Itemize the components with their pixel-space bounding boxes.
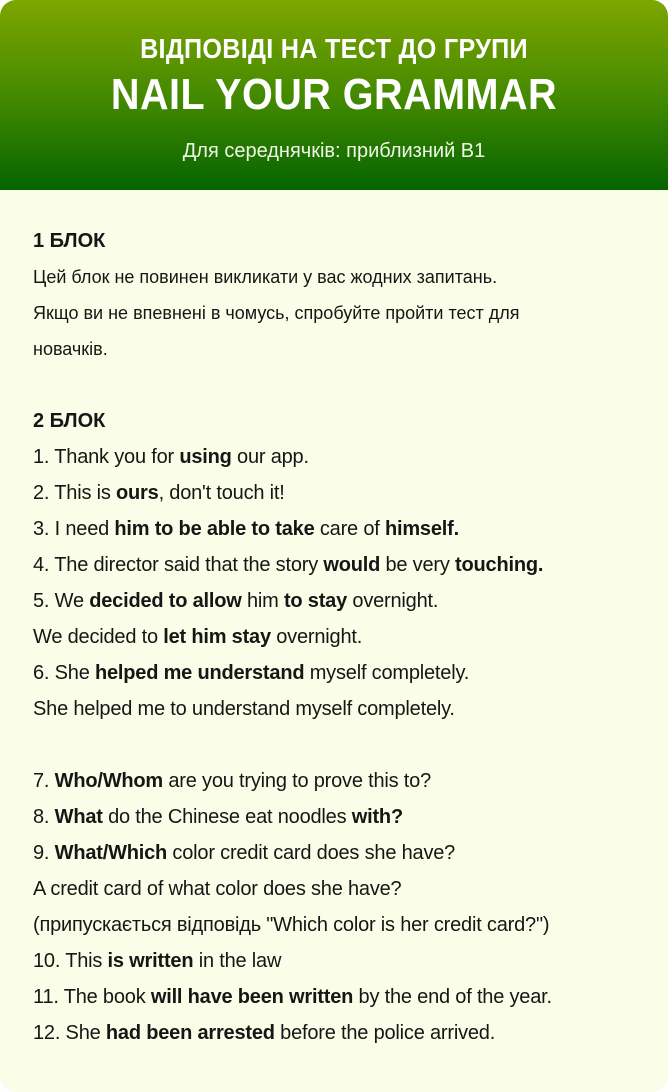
answer-11: 11. The book will have been written by the end of the year. bbox=[33, 986, 552, 1008]
subtitle: Для середнячків: приблизний B1 bbox=[182, 140, 486, 162]
answer-12: 12. She had been arrested before the police arrived. bbox=[33, 1022, 496, 1044]
block-1-text-line-1: Цей блок не повинен викликати у вас жодних запитань. bbox=[33, 267, 498, 287]
answer-7: 7. Who/Whom are you trying to prove this to? bbox=[33, 770, 432, 792]
answer-3: 3. I need him to be able to take care of himself. bbox=[33, 518, 459, 540]
answer-5-alt: We decided to let him stay overnight. bbox=[33, 626, 363, 648]
answer-1: 1. Thank you for using our app. bbox=[33, 446, 309, 468]
answers-body bbox=[33, 223, 648, 1051]
answer-6-alt: She helped me to understand myself completely. bbox=[33, 698, 455, 720]
block-2-title: 2 БЛОК bbox=[33, 410, 106, 432]
title-line-1: ВІДПОВІДІ НА ТЕСТ ДО ГРУПИ bbox=[140, 33, 528, 64]
answer-10: 10. This is written in the law bbox=[33, 950, 282, 972]
header-banner bbox=[0, 0, 668, 190]
answer-9-note: (припускається відповідь "Which color is her credit card?") bbox=[33, 914, 550, 936]
answer-9-alt: A credit card of what color does she have? bbox=[33, 878, 402, 900]
answer-4: 4. The director said that the story would be very touching. bbox=[33, 554, 544, 576]
answer-8: 8. What do the Chinese eat noodles with? bbox=[33, 806, 403, 828]
block-1-title: 1 БЛОК bbox=[33, 230, 106, 252]
answer-5: 5. We decided to allow him to stay overnight. bbox=[33, 590, 439, 612]
answer-9: 9. What/Which color credit card does she have? bbox=[33, 842, 456, 864]
answer-6: 6. She helped me understand myself completely. bbox=[33, 662, 470, 684]
block-1-text-line-2: Якщо ви не впевнені в чомусь, спробуйте пройти тест для bbox=[33, 303, 520, 323]
answer-2: 2. This is ours, don't touch it! bbox=[33, 482, 285, 504]
title-line-2: NAIL YOUR GRAMMAR bbox=[110, 70, 558, 119]
block-1-text-line-3: новачків. bbox=[33, 339, 108, 359]
